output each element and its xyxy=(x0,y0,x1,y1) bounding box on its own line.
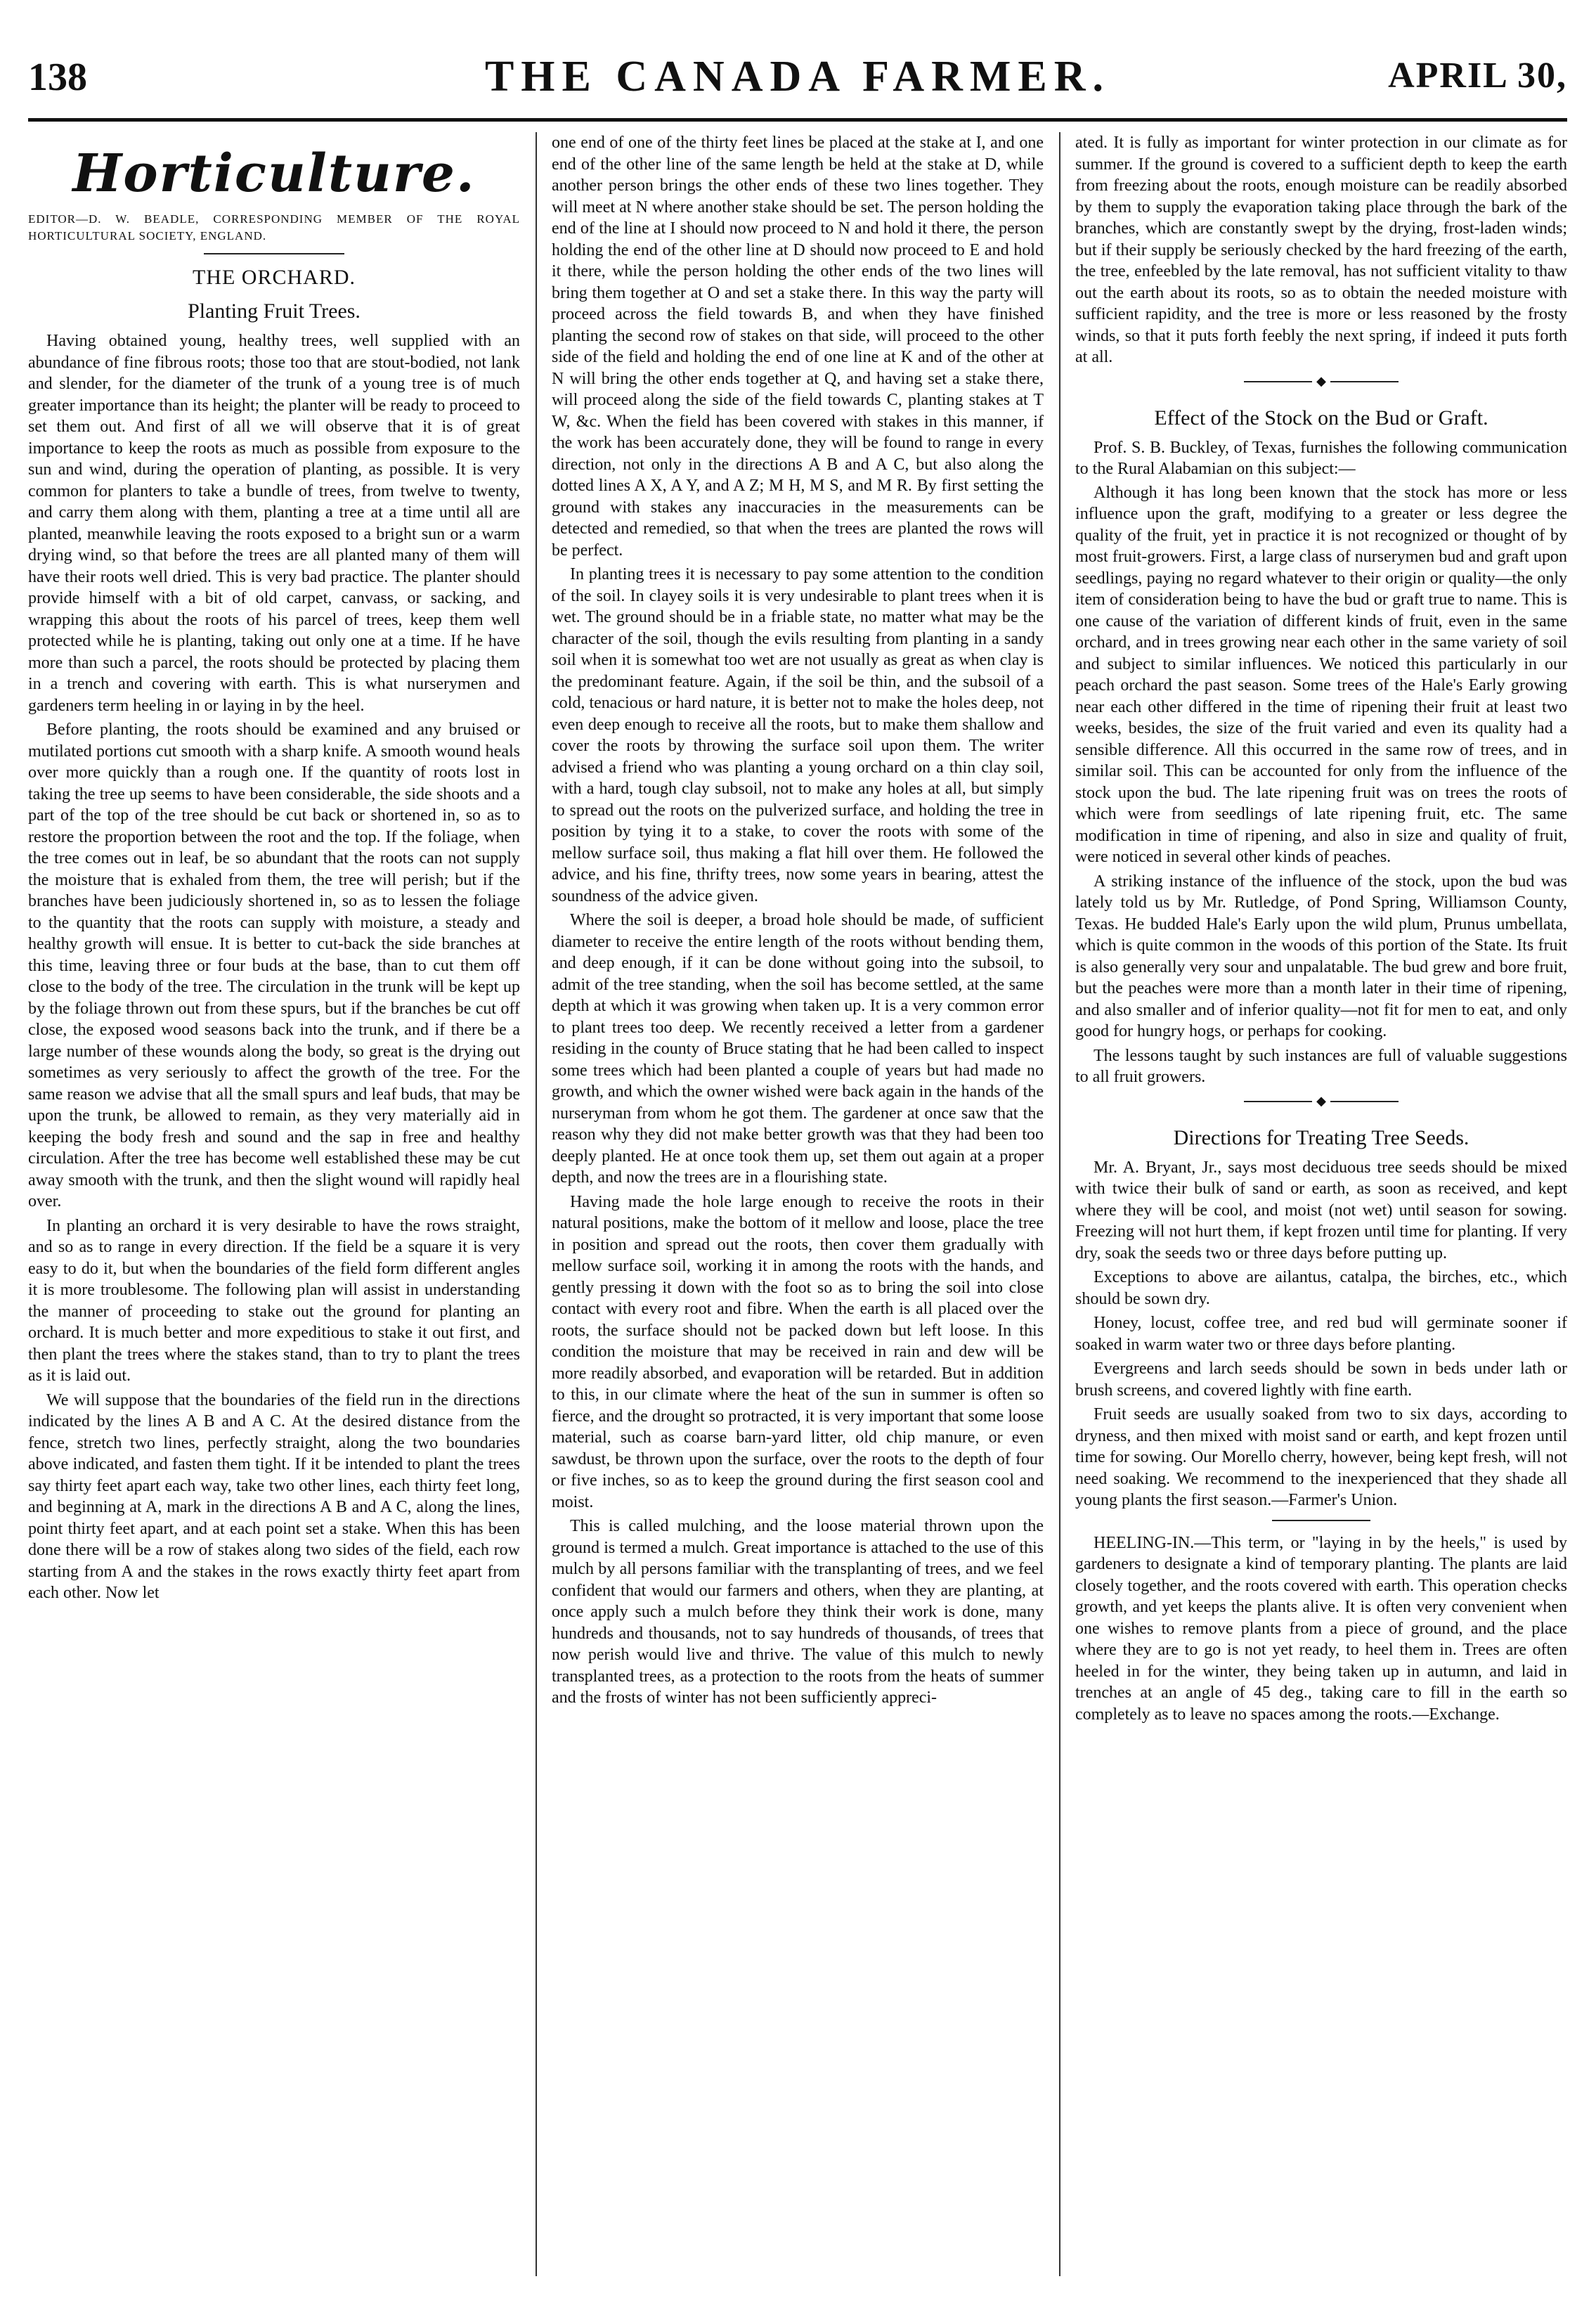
article-title: Directions for Treating Tree Seeds. xyxy=(1173,1125,1470,1149)
divider xyxy=(1272,1520,1370,1521)
paragraph: ated. It is fully as important for winter protection in our climate as for summer. If the ground is covered to a sufficient depth to keep the earth from freezing about the roots, enough moisture can be readily absorbed by them to supply the evaporation taking place through the bark of the branches, which are constantly swept by the drying, frost-laden winds; but if their supply be seriously checked by the hard freezing of the earth, the tree, enfeebled by the late removal, has not sufficient vitality to thaw out the earth about its roots, so as to obtain the needed moisture with sufficient rapidity, and the tree is more or less reasoned by the frosty winds, so that it puts forth feebly the next spring, if indeed it puts forth at all. xyxy=(1075,134,1567,366)
issue-date: APRIL 30, xyxy=(1388,56,1567,96)
column-2 xyxy=(552,132,1044,2276)
section-title: THE ORCHARD. xyxy=(192,266,356,289)
newspaper-title: THE CANADA FARMER. xyxy=(484,53,1111,101)
ornament-divider: ◆ xyxy=(1244,1101,1399,1115)
article-intro: Prof. S. B. Buckley, of Texas, furnishes the following communication to the Rural Alabamian on this subject:— xyxy=(1075,438,1567,478)
divider xyxy=(204,253,344,254)
page-number: 138 xyxy=(28,56,87,99)
ornament-divider: ◆ xyxy=(1244,381,1399,395)
editor-line: EDITOR—D. W. BEADLE, CORRESPONDING MEMBER OF THE ROYAL HORTICULTURAL SOCIETY, ENGLAND. xyxy=(28,212,520,243)
newspaper-page xyxy=(28,42,1567,2285)
column-1 xyxy=(28,132,520,2276)
paragraph: Having obtained young, healthy trees, well supplied with an abundance of fine fibrous roots; those too that are stout-bodied, not lank and slender, for the diameter of the trunk of a young tree is of much greater importance than its height; the planter will be ready to proceed to set them out. And first of all we will observe that it is of great importance to keep the roots as much as possible from exposure to the sun and wind, during the operation of planting, as possible. It is very common for planters to take a bundle of trees, from twelve to twenty, and carry them along with them, planting a tree at a time until all are planted, meanwhile leaving the roots exposed to a bright sun or a warm drying wind, so that before the trees are all planted many of them will have their roots well dried. This is very bad practice. The planter should provide himself with a bit of old carpet, canvass, or sacking, and wrapping this about the roots of his parcel of trees, keep them well protected while he is planting, taking out only one at a time. If he have more than such a parcel, the roots should be protected by placing them in a trench and covering with earth. This is what nurserymen and gardeners term heeling in or laying in by the heel. xyxy=(28,332,520,715)
paragraph: In planting trees it is necessary to pay some attention to the condition of the soil. In clayey soils it is very undesirable to plant trees when it is wet. The ground should be in a friable state, no matter what may be the character of the soil, though the evils resulting from planting in a sandy soil when it is somewhat too wet are not usually as great as when clay is the predominant feature. Again, if the soil be thin, and the subsoil of a cold, tenacious or hard nature, it is better not to make the holes deep, not even deep enough to receive all the roots, but to make them shallow and cover the roots by throwing the surface soil upon them. The writer advised a friend who was planting a young orchard on a thin clay soil, with a hard, tough clay subsoil, not to make any holes at all, but simply to spread out the roots on the pulverized surface, and holding the tree in position by tying it to a stake, to cover the roots with some of the mellow surface soil, thus making a flat hill over them. He followed the advice, and his fine, thrifty trees, now some years in bearing, attest the soundness of the advice given. xyxy=(552,565,1044,905)
paragraph: A striking instance of the influence of the stock, upon the bud was lately told us by Mr. Rutledge, of Pond Spring, Williamson County, Texas. He budded Hale's Early upon the wild plum, Prunus umbellata, which is quite common in the woods of this portion of the State. Its fruit is also generally very sour and unpalatable. The bud grew and bore fruit, but the peaches were more than a month later in their time of ripening, and also smaller and of inferior quality—not fit for men to eat, and only good for hungry hogs, or perhaps for cooking. xyxy=(1075,872,1567,1040)
paragraph: Exceptions to above are ailantus, catalpa, the birches, etc., which should be sown dry. xyxy=(1075,1268,1567,1308)
paragraph: This is called mulching, and the loose material thrown upon the ground is termed a mulch. Great importance is attached to the use of this mulch by all persons familiar with the transplanting of trees, and we feel confident that would our farmers and others, when they are planting, at once apply such a mulch before they think their work is done, many hundreds and thousands, not to say hundreds of thousands, of trees that now perish would live and thrive. The value of this mulch to newly transplanted trees, as a protection to the roots from the heats of summer and the frosts of winter has not been sufficiently appreci- xyxy=(552,1517,1044,1707)
paragraph: The lessons taught by such instances are full of valuable suggestions to all fruit growers. xyxy=(1075,1046,1567,1086)
article-title: Effect of the Stock on the Bud or Graft. xyxy=(1154,406,1488,430)
column-divider xyxy=(536,132,537,2276)
masthead xyxy=(28,42,1567,120)
masthead-rule xyxy=(28,118,1567,122)
paragraph: Where the soil is deeper, a broad hole should be made, of sufficient diameter to receive the entire length of the roots without bending them, and deep enough, if it can be done without going into the subsoil, to admit of the tree standing, when the soil has become settled, at the same depth at which it was growing when taken up. It is a very common error to plant trees too deep. We recently received a letter from a gardener residing in the county of Bruce stating that he had been called to inspect some trees which had been planted a couple of years but had made no growth, and which the owner wished were back again in the hands of the nurseryman from whom he got them. The gardener at once saw that the reason why they did not make better growth was that they had been too deeply planted. He at once took them up, set them out again at a proper depth, and now the trees are in a flourishing state. xyxy=(552,911,1044,1187)
paragraph: In planting an orchard it is very desirable to have the rows straight, and so as to range in every direction. If the field be a square it is very easy to do it, but when the boundaries of the field form different angles it is more troublesome. The following plan will assist in understanding the manner of proceeding to stake out the ground for planting an orchard. It is much better and more expeditious to stake it out first, and then plant the trees where the stakes stand, than to try to plant the trees as it is laid out. xyxy=(28,1216,520,1385)
paragraph: Before planting, the roots should be examined and any bruised or mutilated portions cut smooth with a sharp knife. A smooth wound heals over more quickly than a rough one. If the quantity of roots lost in taking the tree up seems to have been considerable, the side shoots and a part of the top of the tree should be cut back or shortened in, so as to restore the proportion between the root and the top. If the foliage, when the tree comes out in leaf, be so abundant that the roots can not supply the moisture that is exhaled from them, the tree will perish; but if the branches have been judiciously shortened in, so as to lessen the foliage to the quantity that the roots can supply with moisture, a steady and healthy growth will ensue. It is better to cut-back the side branches at this time, leaving three or four buds at the base, than to cut them off close to the body of the tree. The circulation in the trunk will be kept up by the foliage thrown out from these spurs, but if the branches be cut off close, the exposed wood seasons back into the trunk, and if there be a large number of these wounds along the body, so great is the drying out sometimes as very seriously to affect the growth of the tree. For the same reason we advise that all the small spurs and leaf buds, that may be upon the trunk, be allowed to remain, as they very materially aid in keeping the body fresh and sound and the sap in free and healthy circulation. After the tree has become well established these may be cut away smooth with the trunk, and then the slight wound will rapidly heal over. xyxy=(28,721,520,1210)
paragraph: one end of one of the thirty feet lines be placed at the stake at I, and one end of the other line of the same length be held at the stake at D, while another person brings the other ends of these two lines together. They will meet at N where another stake should be set. The person holding the end of the line at I should now proceed to N and hold it there, the person holding the end of the other line at D should now proceed to E and hold it there, while the person holding the other ends of the two lines will bring them together at O and set a stake there. In this way the party will proceed across the field towards B, and when they have finished planting the second row of stakes on that side, will proceed to the other side of the field and holding the end of one line at K and of the other at N will bring the other ends together at Q, and having set a stake there, will proceed along the side of the field towards C, planting stakes at T W, &c. When the field has been covered with stakes in this manner, if the work has been accurately done, they will be found to range in every direction, not only in the directions A B and A C, but also along the dotted lines A X, A Y, and A Z; M H, M S, and M R. By first setting the ground with stakes any inaccuracies in the measurements can be detected and remedied, so that when the trees are planted the rows will be perfect. xyxy=(552,134,1044,560)
column-divider xyxy=(1059,132,1060,2276)
paragraph: Having made the hole large enough to receive the roots in their natural positions, make the bottom of it mellow and loose, place the tree in position and spread out the roots, then cover them gradually with mellow surface soil, working it in among the roots with the hands, and gently pressing it down with the foot so as to bring the soil into close contact with every root and fibre. When the earth is all placed over the roots, the surface should not be packed down but left loose. In this condition the moisture that may be received in rain and dew will be more readily absorbed, and evaporation will be retarded. But in addition to this, in our climate where the heat of the sun in summer is often so fierce, and the drought so protracted, it is very important that some loose material, such as coarse barn-yard litter, old chip manure, or even sawdust, be thrown upon the surface, over the roots to the depth of four or five inches, so as to keep the ground during the first season cool and moist. xyxy=(552,1192,1044,1511)
department-title: Horticulture. xyxy=(72,143,476,204)
article-title: Planting Fruit Trees. xyxy=(188,299,361,323)
paragraph: Honey, locust, coffee tree, and red bud will germinate sooner if soaked in warm water two or three days before planting. xyxy=(1075,1314,1567,1354)
paragraph: Fruit seeds are usually soaked from two to six days, according to dryness, and then mixed with moist sand or earth, and kept frozen until time for sowing. Our Morello cherry, however, being kept fresh, will not need soaking. We recommend to the inexperienced that they shade all young plants the first season.—Farmer's Union. xyxy=(1075,1405,1567,1509)
paragraph: Although it has long been known that the stock has more or less influence upon the graft, modifying to a greater or less degree the quality of the fruit, yet in practice it is not recognized or thought of by most fruit-growers. First, a large class of nurserymen bud and graft upon seedlings, paying no regard whatever to their origin or quality—the only item of consideration being to have the bud or graft true to name. This is one cause of the variation of different kinds of fruit, even in the same orchard, and in trees growing near each other in the same variety of soil and subject to similar influences. We noticed this particularly in our peach orchard the past season. Some trees of the Hale's Early growing near each other differed in the time of ripening their fruit at least two weeks, besides, the size of the fruit varied and even its quality had a sensible difference. All this occurred in the same row of trees, and in similar soil. This can be accounted for only from the influence of the stock upon the bud. The late ripening fruit was on trees the roots of which were from seedlings of late ripening fruit, etc. The same modification in time of ripening, and also in size and quality of fruit, were noticed in several other kinds of peaches. xyxy=(1075,483,1567,866)
paragraph: Mr. A. Bryant, Jr., says most deciduous tree seeds should be mixed with twice their bulk of sand or earth, as soon as received, and kept where they will be cool, and moist (not wet) until season for sowing. Freezing will not hurt them, if kept frozen until time for planting. If very dry, soak the seeds two or three days before putting up. xyxy=(1075,1158,1567,1263)
column-3 xyxy=(1075,132,1567,2276)
paragraph: We will suppose that the boundaries of the field run in the directions indicated by the lines A B and A C. At the desired distance from the fence, stretch two lines, perfectly straight, along the two boundaries above indicated, and fasten them tight. If it be intended to plant the trees say thirty feet apart each way, take two other lines, each thirty feet long, and beginning at A, mark in the directions A B and A C, along the lines, point thirty feet apart, and at each point set a stake. When this has been done there will be a row of stakes along two sides of the field, each row starting from A and the stakes in the rows exactly thirty feet apart from each other. Now let xyxy=(28,1390,520,1602)
paragraph: HEELING-IN.—This term, or "laying in by the heels," is used by gardeners to designate a kind of temporary planting. The plants are laid closely together, and the roots covered with earth. This operation checks growth, and yet keeps the plants alive. It is often very convenient when one wishes to remove plants from a piece of ground, and the place where they are to go is not yet ready, to heel them in. Trees are often heeled in for the winter, they being taken up in autumn, and laid in trenches at an angle of 45 deg., taking care to fill in the earth so completely as to leave no spaces among the roots.—Exchange. xyxy=(1075,1533,1567,1724)
paragraph: Evergreens and larch seeds should be sown in beds under lath or brush screens, and covered lightly with fine earth. xyxy=(1075,1360,1567,1400)
